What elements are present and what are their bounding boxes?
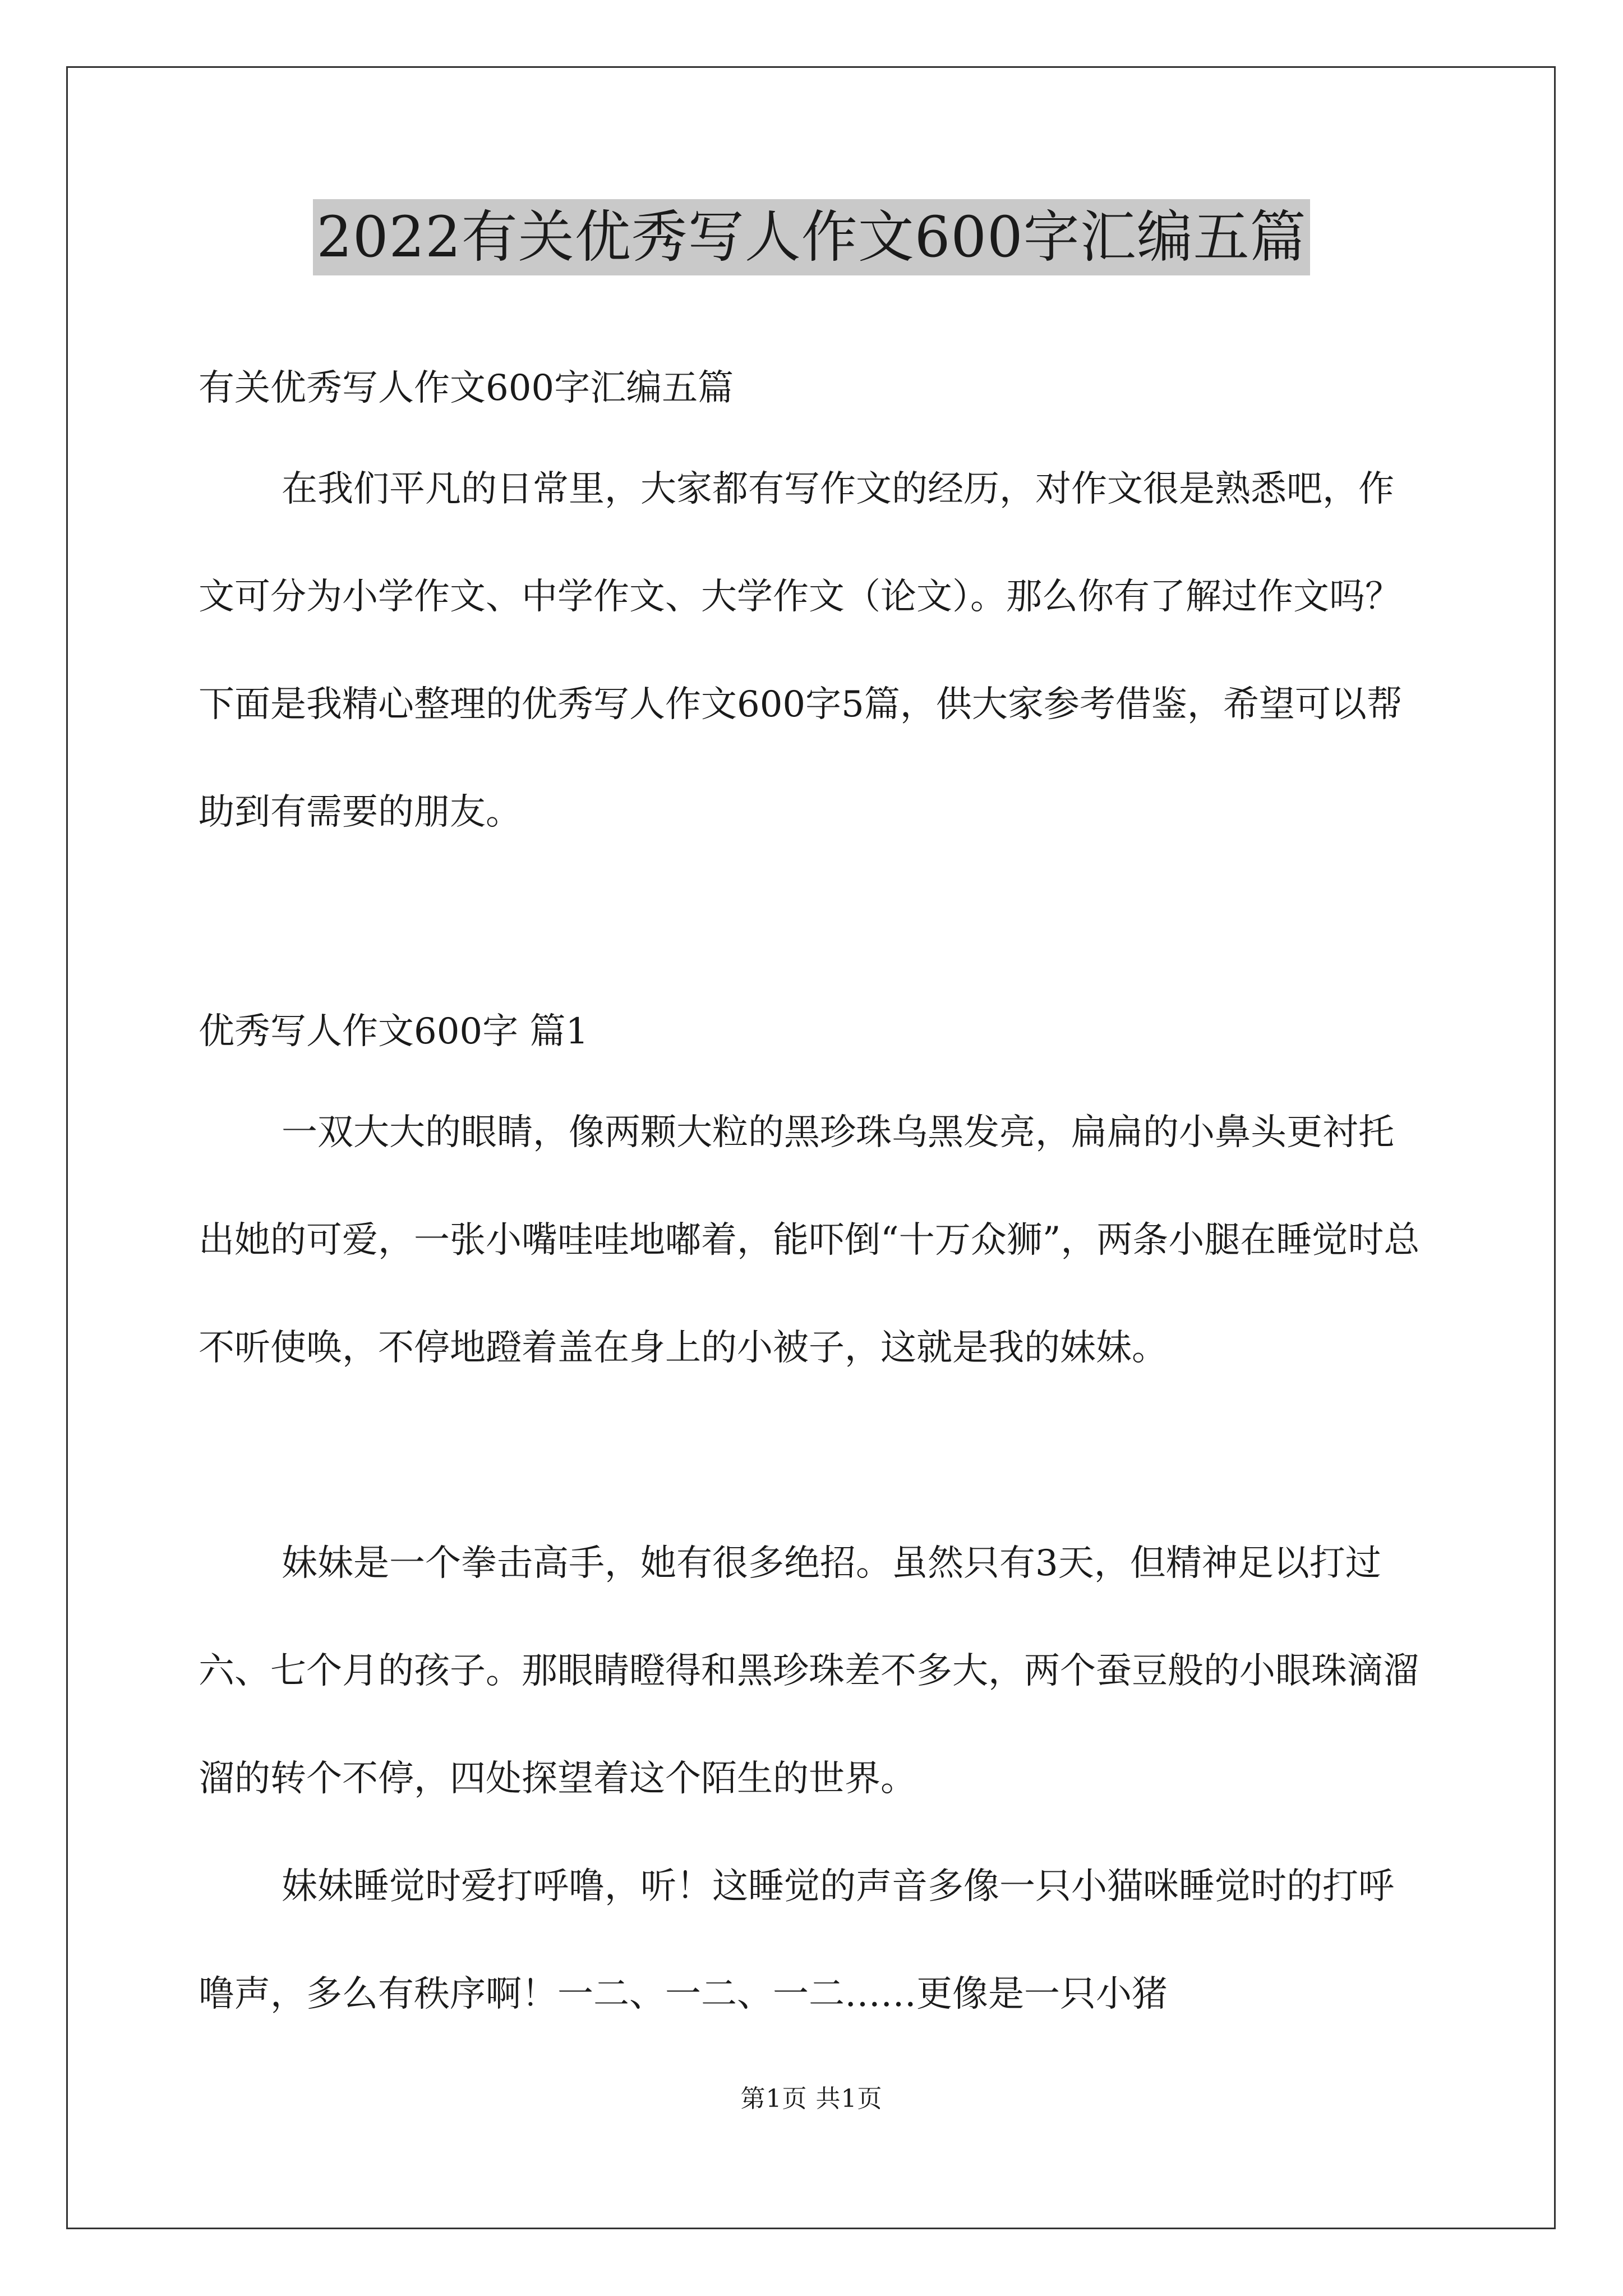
- intro-text: 在我们平凡的日常里，大家都有写作文的经历，对作文很是熟悉吧，作文可分为小学作文、中学作文、大学作文（论文）。那么你有了解过作文吗？下面是我精心整理的优秀写人作文600字5篇，供大家参考借鉴，希望可以帮助到有需要的朋友。: [199, 468, 1403, 833]
- body-paragraph-2-text: 妹妹是一个拳击高手，她有很多绝招。虽然只有3天，但精神足以打过六、七个月的孩子。那眼睛瞪得和黑珍珠差不多大，两个蚕豆般的小眼珠滴溜溜的转个不停，四处探望着这个陌生的世界。: [199, 1543, 1419, 1800]
- body-paragraph-3: [199, 1833, 1422, 2048]
- body-paragraph-1: [199, 1079, 1422, 1402]
- body-paragraph-1-text: 一双大大的眼睛，像两颗大粒的黑珍珠乌黑发亮，扁扁的小鼻头更衬托出她的可爱，一张小嘴哇哇地嘟着，能吓倒“十万众狮”，两条小腿在睡觉时总不听使唤，不停地蹬着盖在身上的小被子，这就是我的妹妹。: [199, 1112, 1420, 1369]
- document-subtitle: 有关优秀写人作文600字汇编五篇: [199, 367, 734, 409]
- title-container: [0, 199, 1623, 275]
- section-heading: 优秀写人作文600字 篇1: [199, 1011, 589, 1052]
- page-footer: 第1页 共1页: [740, 2085, 883, 2113]
- document-title: 2022有关优秀写人作文600字汇编五篇: [313, 199, 1310, 275]
- intro-paragraph: [199, 435, 1422, 866]
- body-paragraph-3-text: 妹妹睡觉时爱打呼噜，听！这睡觉的声音多像一只小猫咪睡觉时的打呼噜声，多么有秩序啊！一二、一二、一二……更像是一只小猪: [199, 1866, 1394, 2015]
- body-paragraph-2: [199, 1510, 1422, 1833]
